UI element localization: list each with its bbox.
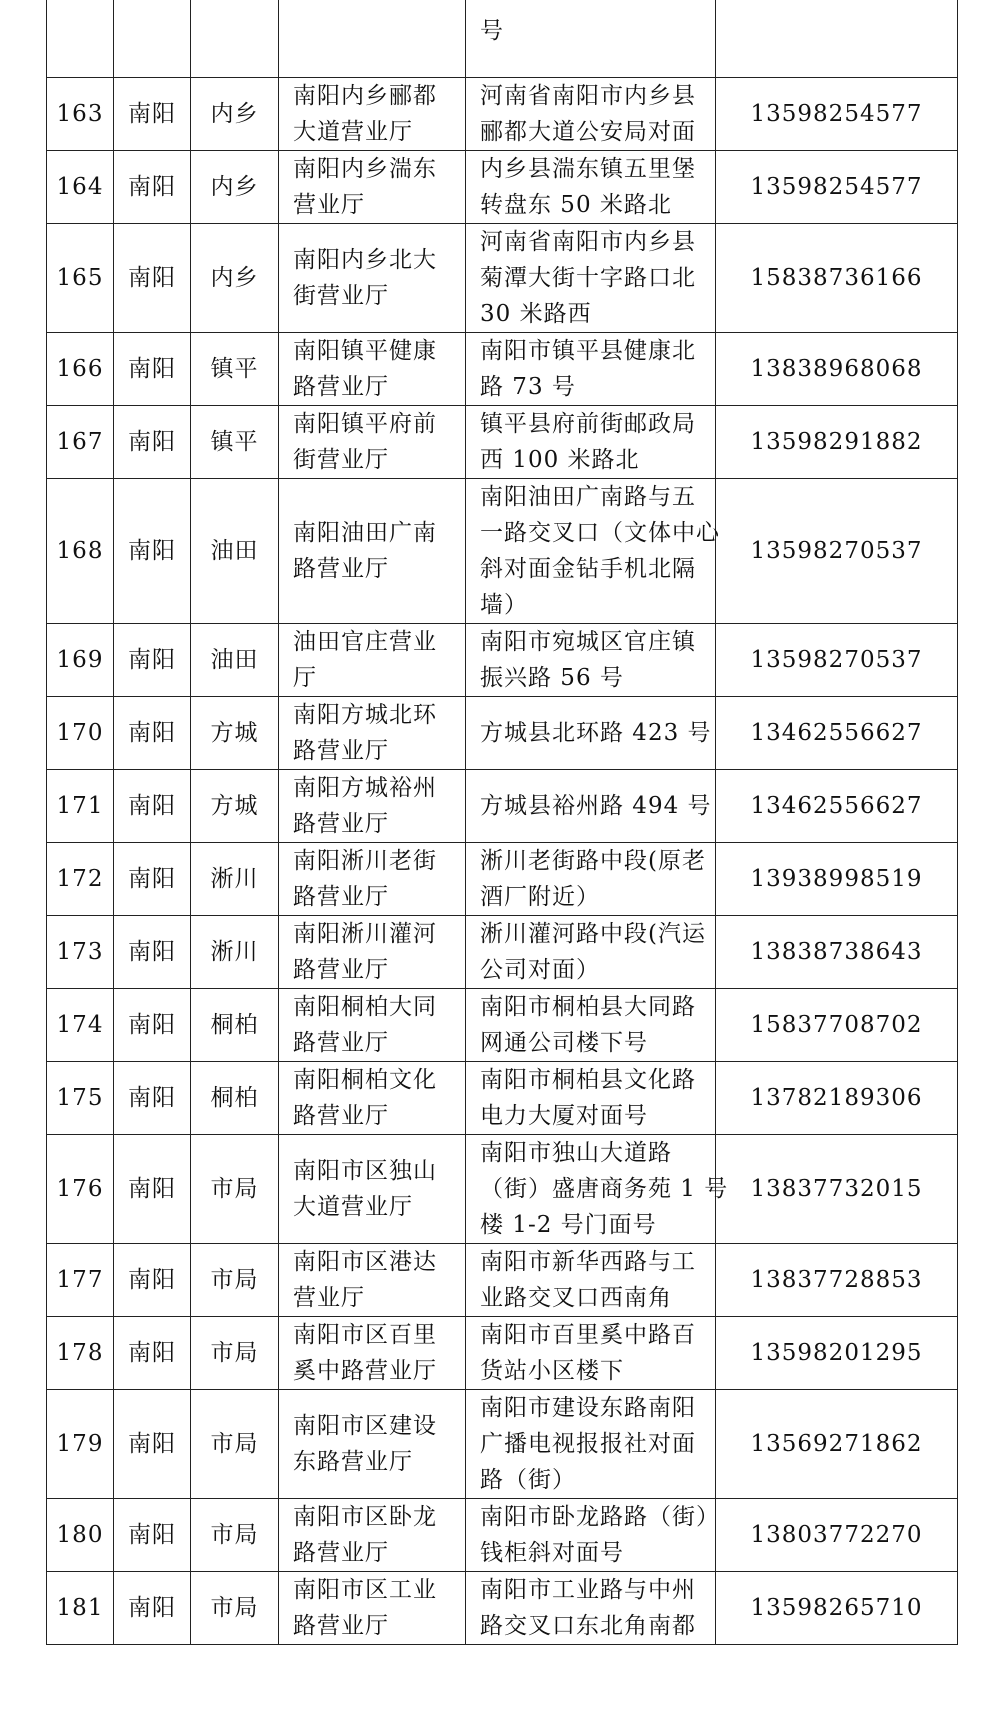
- hall-name-line: 南阳油田广南: [293, 520, 437, 546]
- address-line: 淅川灌河路中段(汽运: [480, 921, 706, 947]
- city-cell: 南阳: [114, 697, 191, 770]
- hall-name-line: 油田官庄营业: [293, 629, 437, 655]
- hall-name-cell: [279, 1499, 466, 1572]
- address-cell: [466, 843, 716, 916]
- county-cell: 市局: [191, 1499, 279, 1572]
- hall-name-cell: [279, 843, 466, 916]
- table-row: [47, 697, 958, 770]
- table-row: [47, 770, 958, 843]
- row-number-cell: 172: [47, 843, 114, 916]
- city-cell: 南阳: [114, 1317, 191, 1390]
- row-number-cell: 173: [47, 916, 114, 989]
- address-line: 货站小区楼下: [480, 1358, 624, 1384]
- hall-name-line: 路营业厅: [293, 884, 389, 910]
- city-cell: 南阳: [114, 333, 191, 406]
- hall-name-line: 南阳方城裕州: [293, 775, 437, 801]
- address-cell: [466, 1317, 716, 1390]
- phone-cell: 13569271862: [716, 1390, 958, 1499]
- hall-name-line: 南阳市区港达: [293, 1249, 437, 1275]
- table-row: [47, 78, 958, 151]
- hall-name-line: 街营业厅: [293, 283, 389, 309]
- phone-cell: 13837732015: [716, 1135, 958, 1244]
- address-line: 南阳市桐柏县大同路: [480, 994, 696, 1020]
- address-line: 号: [480, 18, 504, 44]
- address-line: 南阳市建设东路南阳: [480, 1395, 696, 1421]
- city-cell: 南阳: [114, 224, 191, 333]
- address-cell: [466, 989, 716, 1062]
- row-number-cell: 171: [47, 770, 114, 843]
- address-line: 酒厂附近）: [480, 884, 600, 910]
- hall-name-cell: [279, 1135, 466, 1244]
- city-cell: [114, 0, 191, 78]
- county-cell: 市局: [191, 1244, 279, 1317]
- hall-name-cell: [279, 406, 466, 479]
- table-row: [47, 224, 958, 333]
- city-cell: 南阳: [114, 1244, 191, 1317]
- address-cell: [466, 1390, 716, 1499]
- county-cell: 镇平: [191, 406, 279, 479]
- address-cell: [466, 1135, 729, 1244]
- table-row: [47, 406, 958, 479]
- address-cell: [466, 78, 716, 151]
- hall-name-line: 路营业厅: [293, 738, 389, 764]
- phone-cell: 13837728853: [716, 1244, 958, 1317]
- address-line: 南阳油田广南路与五: [480, 484, 696, 510]
- phone-cell: 13782189306: [716, 1062, 958, 1135]
- address-line: 振兴路 56 号: [480, 665, 624, 691]
- hall-name-line: 大道营业厅: [293, 119, 413, 145]
- hall-name-cell: [279, 1244, 466, 1317]
- county-cell: 桐柏: [191, 1062, 279, 1135]
- row-number-cell: 179: [47, 1390, 114, 1499]
- address-cell: [466, 151, 716, 224]
- hall-name-cell: [279, 624, 466, 697]
- address-line: 西 100 米路北: [480, 447, 640, 473]
- phone-cell: 13598201295: [716, 1317, 958, 1390]
- address-cell: [466, 697, 716, 770]
- hall-name-line: 厅: [293, 665, 317, 691]
- address-line: 南阳市独山大道路: [480, 1140, 672, 1166]
- address-cell: [466, 1244, 716, 1317]
- address-cell: [466, 333, 716, 406]
- phone-cell: 13462556627: [716, 697, 958, 770]
- hall-name-line: 奚中路营业厅: [293, 1358, 437, 1384]
- table-row: [47, 151, 958, 224]
- hall-name-line: 路营业厅: [293, 1030, 389, 1056]
- hall-name-line: 营业厅: [293, 1285, 365, 1311]
- address-line: 网通公司楼下号: [480, 1030, 648, 1056]
- table-row: [47, 1499, 958, 1572]
- row-number-cell: 175: [47, 1062, 114, 1135]
- row-number-cell: 174: [47, 989, 114, 1062]
- address-cell: [466, 770, 716, 843]
- hall-name-line: 路营业厅: [293, 374, 389, 400]
- county-cell: 市局: [191, 1572, 279, 1645]
- phone-cell: [716, 0, 958, 78]
- hall-name-cell: [279, 770, 466, 843]
- address-cell: [466, 0, 716, 78]
- city-cell: 南阳: [114, 1572, 191, 1645]
- row-number-cell: 177: [47, 1244, 114, 1317]
- row-number-cell: 180: [47, 1499, 114, 1572]
- address-line: 郦都大道公安局对面: [480, 119, 696, 145]
- address-cell: [466, 1062, 716, 1135]
- address-line: 斜对面金钻手机北隔: [480, 556, 696, 582]
- row-number-cell: 176: [47, 1135, 114, 1244]
- hall-name-line: 南阳桐柏文化: [293, 1067, 437, 1093]
- hall-name-line: 南阳镇平健康: [293, 338, 437, 364]
- county-cell: 油田: [191, 479, 279, 624]
- address-line: 路交叉口东北角南都: [480, 1613, 696, 1639]
- address-cell: [466, 1572, 716, 1645]
- city-cell: 南阳: [114, 989, 191, 1062]
- phone-cell: 13838738643: [716, 916, 958, 989]
- address-cell: [466, 479, 720, 624]
- hall-name-line: 南阳市区百里: [293, 1322, 437, 1348]
- address-line: 钱柜斜对面号: [480, 1540, 624, 1566]
- no-cell: [47, 0, 114, 78]
- address-line: 河南省南阳市内乡县: [480, 229, 696, 255]
- address-line: 广播电视报报社对面: [480, 1431, 696, 1457]
- county-cell: 淅川: [191, 843, 279, 916]
- address-line: 方城县北环路 423 号: [480, 720, 712, 746]
- county-cell: 油田: [191, 624, 279, 697]
- table-row: [47, 1135, 958, 1244]
- hall-name-line: 南阳淅川灌河: [293, 921, 437, 947]
- table-row: [47, 1317, 958, 1390]
- row-number-cell: 164: [47, 151, 114, 224]
- county-cell: 市局: [191, 1390, 279, 1499]
- hall-name-line: 东路营业厅: [293, 1449, 413, 1475]
- county-cell: 内乡: [191, 151, 279, 224]
- phone-cell: 13598254577: [716, 151, 958, 224]
- city-cell: 南阳: [114, 151, 191, 224]
- county-cell: 内乡: [191, 78, 279, 151]
- address-line: 一路交叉口（文体中心: [480, 520, 720, 546]
- address-line: （街）盛唐商务苑 1 号: [480, 1176, 729, 1202]
- address-cell: [466, 406, 716, 479]
- address-line: 南阳市镇平县健康北: [480, 338, 696, 364]
- city-cell: 南阳: [114, 1062, 191, 1135]
- hall-name-cell: [279, 151, 466, 224]
- phone-cell: 13838968068: [716, 333, 958, 406]
- address-line: 南阳市新华西路与工: [480, 1249, 696, 1275]
- business-hall-table: [46, 0, 958, 1645]
- table-row: [47, 479, 958, 624]
- hall-name-line: 南阳市区工业: [293, 1577, 437, 1603]
- table-row: [47, 1244, 958, 1317]
- city-cell: 南阳: [114, 1499, 191, 1572]
- row-number-cell: 181: [47, 1572, 114, 1645]
- city-cell: 南阳: [114, 406, 191, 479]
- phone-cell: 13462556627: [716, 770, 958, 843]
- address-line: 公司对面）: [480, 957, 600, 983]
- row-number-cell: 167: [47, 406, 114, 479]
- hall-name-line: 南阳镇平府前: [293, 411, 437, 437]
- hall-name-line: 路营业厅: [293, 556, 389, 582]
- phone-cell: 13598270537: [716, 479, 958, 624]
- row-number-cell: 166: [47, 333, 114, 406]
- phone-cell: 13598254577: [716, 78, 958, 151]
- phone-cell: 13598265710: [716, 1572, 958, 1645]
- address-line: 转盘东 50 米路北: [480, 192, 672, 218]
- address-line: 30 米路西: [480, 301, 592, 327]
- table-row: [47, 624, 958, 697]
- hall-name-line: 南阳桐柏大同: [293, 994, 437, 1020]
- table-row: [47, 1572, 958, 1645]
- address-line: 内乡县湍东镇五里堡: [480, 156, 696, 182]
- address-cell: [466, 1499, 720, 1572]
- table-row: [47, 989, 958, 1062]
- county-cell: 市局: [191, 1135, 279, 1244]
- address-line: 墙）: [480, 592, 528, 618]
- hall-name-cell: [279, 333, 466, 406]
- row-number-cell: 168: [47, 479, 114, 624]
- phone-cell: 13938998519: [716, 843, 958, 916]
- hall-name-line: 路营业厅: [293, 1103, 389, 1129]
- hall-name-line: 路营业厅: [293, 811, 389, 837]
- name-cell: [279, 0, 466, 78]
- hall-name-line: 南阳淅川老街: [293, 848, 437, 874]
- address-line: 楼 1-2 号门面号: [480, 1212, 657, 1238]
- address-line: 南阳市宛城区官庄镇: [480, 629, 696, 655]
- county-cell: 市局: [191, 1317, 279, 1390]
- address-cell: [466, 916, 716, 989]
- city-cell: 南阳: [114, 78, 191, 151]
- address-line: 路（街）: [480, 1467, 576, 1493]
- address-cell: [466, 624, 716, 697]
- city-cell: 南阳: [114, 1390, 191, 1499]
- county-cell: 方城: [191, 770, 279, 843]
- address-line: 南阳市桐柏县文化路: [480, 1067, 696, 1093]
- address-line: 电力大厦对面号: [480, 1103, 648, 1129]
- table-row: [47, 916, 958, 989]
- hall-name-cell: [279, 697, 466, 770]
- hall-name-cell: [279, 916, 466, 989]
- city-cell: 南阳: [114, 624, 191, 697]
- address-line: 河南省南阳市内乡县: [480, 83, 696, 109]
- hall-name-cell: [279, 1390, 466, 1499]
- table-row: [47, 843, 958, 916]
- phone-cell: 13803772270: [716, 1499, 958, 1572]
- address-line: 淅川老街路中段(原老: [480, 848, 706, 874]
- phone-cell: 15837708702: [716, 989, 958, 1062]
- county-cell: 淅川: [191, 916, 279, 989]
- hall-name-line: 南阳市区卧龙: [293, 1504, 437, 1530]
- hall-name-line: 南阳方城北环: [293, 702, 437, 728]
- row-number-cell: 163: [47, 78, 114, 151]
- table-row-continuation: [47, 0, 958, 78]
- phone-cell: 13598270537: [716, 624, 958, 697]
- hall-name-line: 南阳市区建设: [293, 1413, 437, 1439]
- address-line: 南阳市卧龙路路（街）: [480, 1504, 720, 1530]
- hall-name-line: 南阳内乡北大: [293, 247, 437, 273]
- address-line: 菊潭大街十字路口北: [480, 265, 696, 291]
- hall-name-cell: [279, 224, 466, 333]
- city-cell: 南阳: [114, 1135, 191, 1244]
- hall-name-line: 南阳市区独山: [293, 1158, 437, 1184]
- address-cell: [466, 224, 716, 333]
- table-row: [47, 1390, 958, 1499]
- hall-name-line: 路营业厅: [293, 957, 389, 983]
- city-cell: 南阳: [114, 916, 191, 989]
- phone-cell: 13598291882: [716, 406, 958, 479]
- hall-name-cell: [279, 1572, 466, 1645]
- hall-name-line: 路营业厅: [293, 1540, 389, 1566]
- row-number-cell: 170: [47, 697, 114, 770]
- address-line: 镇平县府前街邮政局: [480, 411, 696, 437]
- hall-name-line: 南阳内乡湍东: [293, 156, 437, 182]
- hall-name-cell: [279, 1317, 466, 1390]
- address-line: 业路交叉口西南角: [480, 1285, 672, 1311]
- table-row: [47, 1062, 958, 1135]
- hall-name-line: 路营业厅: [293, 1613, 389, 1639]
- county-cell: 方城: [191, 697, 279, 770]
- city-cell: 南阳: [114, 770, 191, 843]
- address-line: 南阳市工业路与中州: [480, 1577, 696, 1603]
- hall-name-cell: [279, 989, 466, 1062]
- county-cell: 桐柏: [191, 989, 279, 1062]
- hall-name-cell: [279, 78, 466, 151]
- hall-name-line: 街营业厅: [293, 447, 389, 473]
- hall-name-line: 南阳内乡郦都: [293, 83, 437, 109]
- table-row: [47, 333, 958, 406]
- address-line: 南阳市百里奚中路百: [480, 1322, 696, 1348]
- phone-cell: 15838736166: [716, 224, 958, 333]
- row-number-cell: 169: [47, 624, 114, 697]
- row-number-cell: 165: [47, 224, 114, 333]
- city-cell: 南阳: [114, 843, 191, 916]
- hall-name-cell: [279, 479, 466, 624]
- hall-name-line: 大道营业厅: [293, 1194, 413, 1220]
- county-cell: 内乡: [191, 224, 279, 333]
- row-number-cell: 178: [47, 1317, 114, 1390]
- hall-name-cell: [279, 1062, 466, 1135]
- hall-name-line: 营业厅: [293, 192, 365, 218]
- county-cell: 镇平: [191, 333, 279, 406]
- county-cell: [191, 0, 279, 78]
- address-line: 方城县裕州路 494 号: [480, 793, 712, 819]
- city-cell: 南阳: [114, 479, 191, 624]
- address-line: 路 73 号: [480, 374, 576, 400]
